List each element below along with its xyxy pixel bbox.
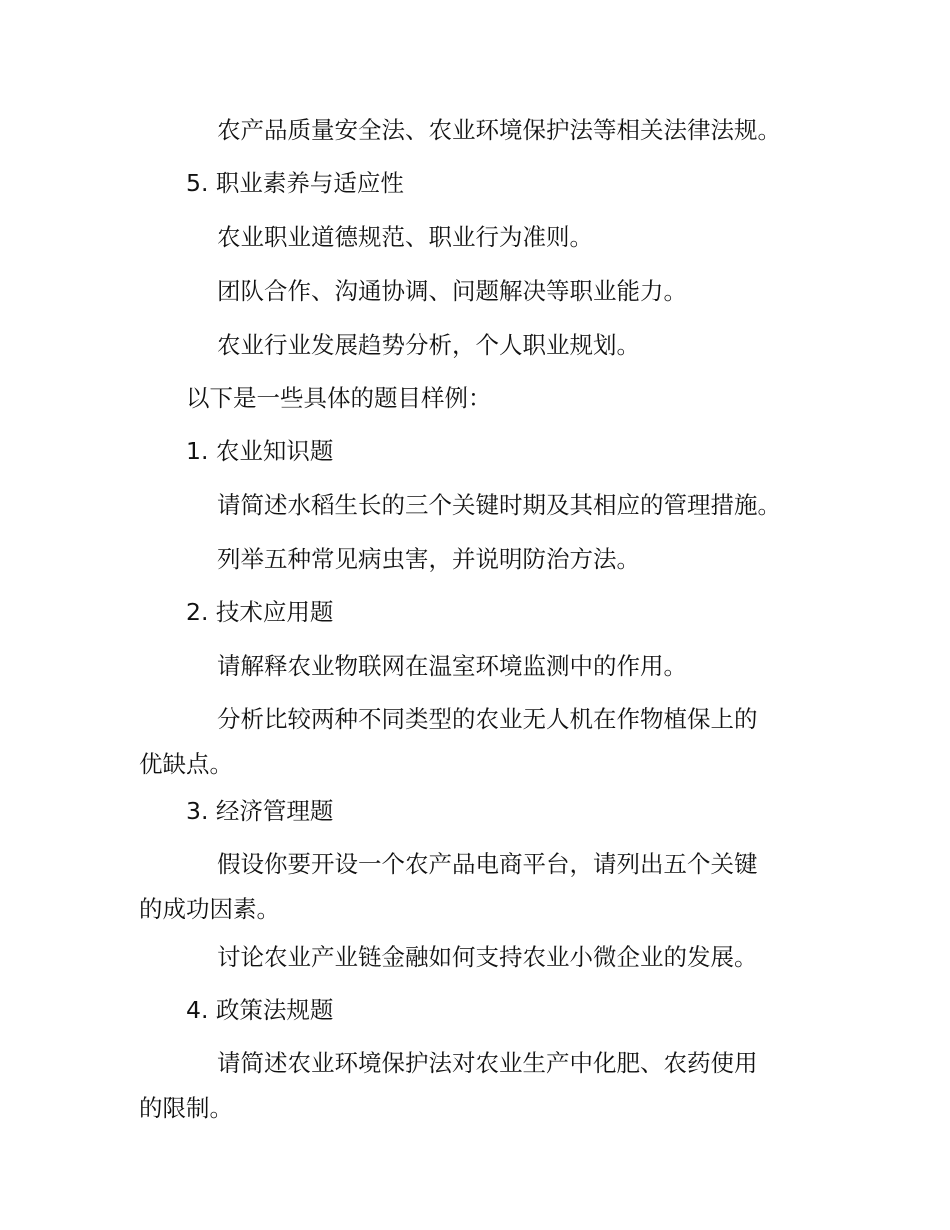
question-4a-line2: 的限制。 — [139, 1094, 233, 1122]
paragraph-law-list: 农产品质量安全法、农业环境保护法等相关法律法规。 — [217, 116, 781, 144]
question-heading-1: 1. 农业知识题 — [186, 437, 334, 465]
question-2b-line1: 分析比较两种不同类型的农业无人机在作物植保上的 — [217, 705, 758, 733]
intro-sample-questions: 以下是一些具体的题目样例： — [186, 384, 492, 412]
question-3b: 讨论农业产业链金融如何支持农业小微企业的发展。 — [217, 943, 758, 971]
question-2b — [139, 697, 799, 787]
question-3a-line2: 的成功因素。 — [139, 895, 280, 923]
question-heading-2: 2. 技术应用题 — [186, 598, 334, 626]
paragraph-career-plan: 农业行业发展趋势分析，个人职业规划。 — [217, 331, 640, 359]
question-1b: 列举五种常见病虫害，并说明防治方法。 — [217, 545, 640, 573]
question-2a: 请解释农业物联网在温室环境监测中的作用。 — [217, 652, 687, 680]
paragraph-ethics: 农业职业道德规范、职业行为准则。 — [217, 223, 593, 251]
question-3a-line1: 假设你要开设一个农产品电商平台，请列出五个关键 — [217, 850, 758, 878]
question-4a — [139, 1041, 799, 1131]
question-heading-3: 3. 经济管理题 — [186, 797, 334, 825]
question-heading-4: 4. 政策法规题 — [186, 996, 334, 1024]
question-2b-line2: 优缺点。 — [139, 750, 233, 778]
question-1a: 请简述水稻生长的三个关键时期及其相应的管理措施。 — [217, 491, 781, 519]
paragraph-teamwork: 团队合作、沟通协调、问题解决等职业能力。 — [217, 277, 687, 305]
section-heading-5: 5. 职业素养与适应性 — [186, 169, 404, 197]
question-4a-line1: 请简述农业环境保护法对农业生产中化肥、农药使用 — [217, 1049, 758, 1077]
question-3a — [139, 842, 799, 932]
